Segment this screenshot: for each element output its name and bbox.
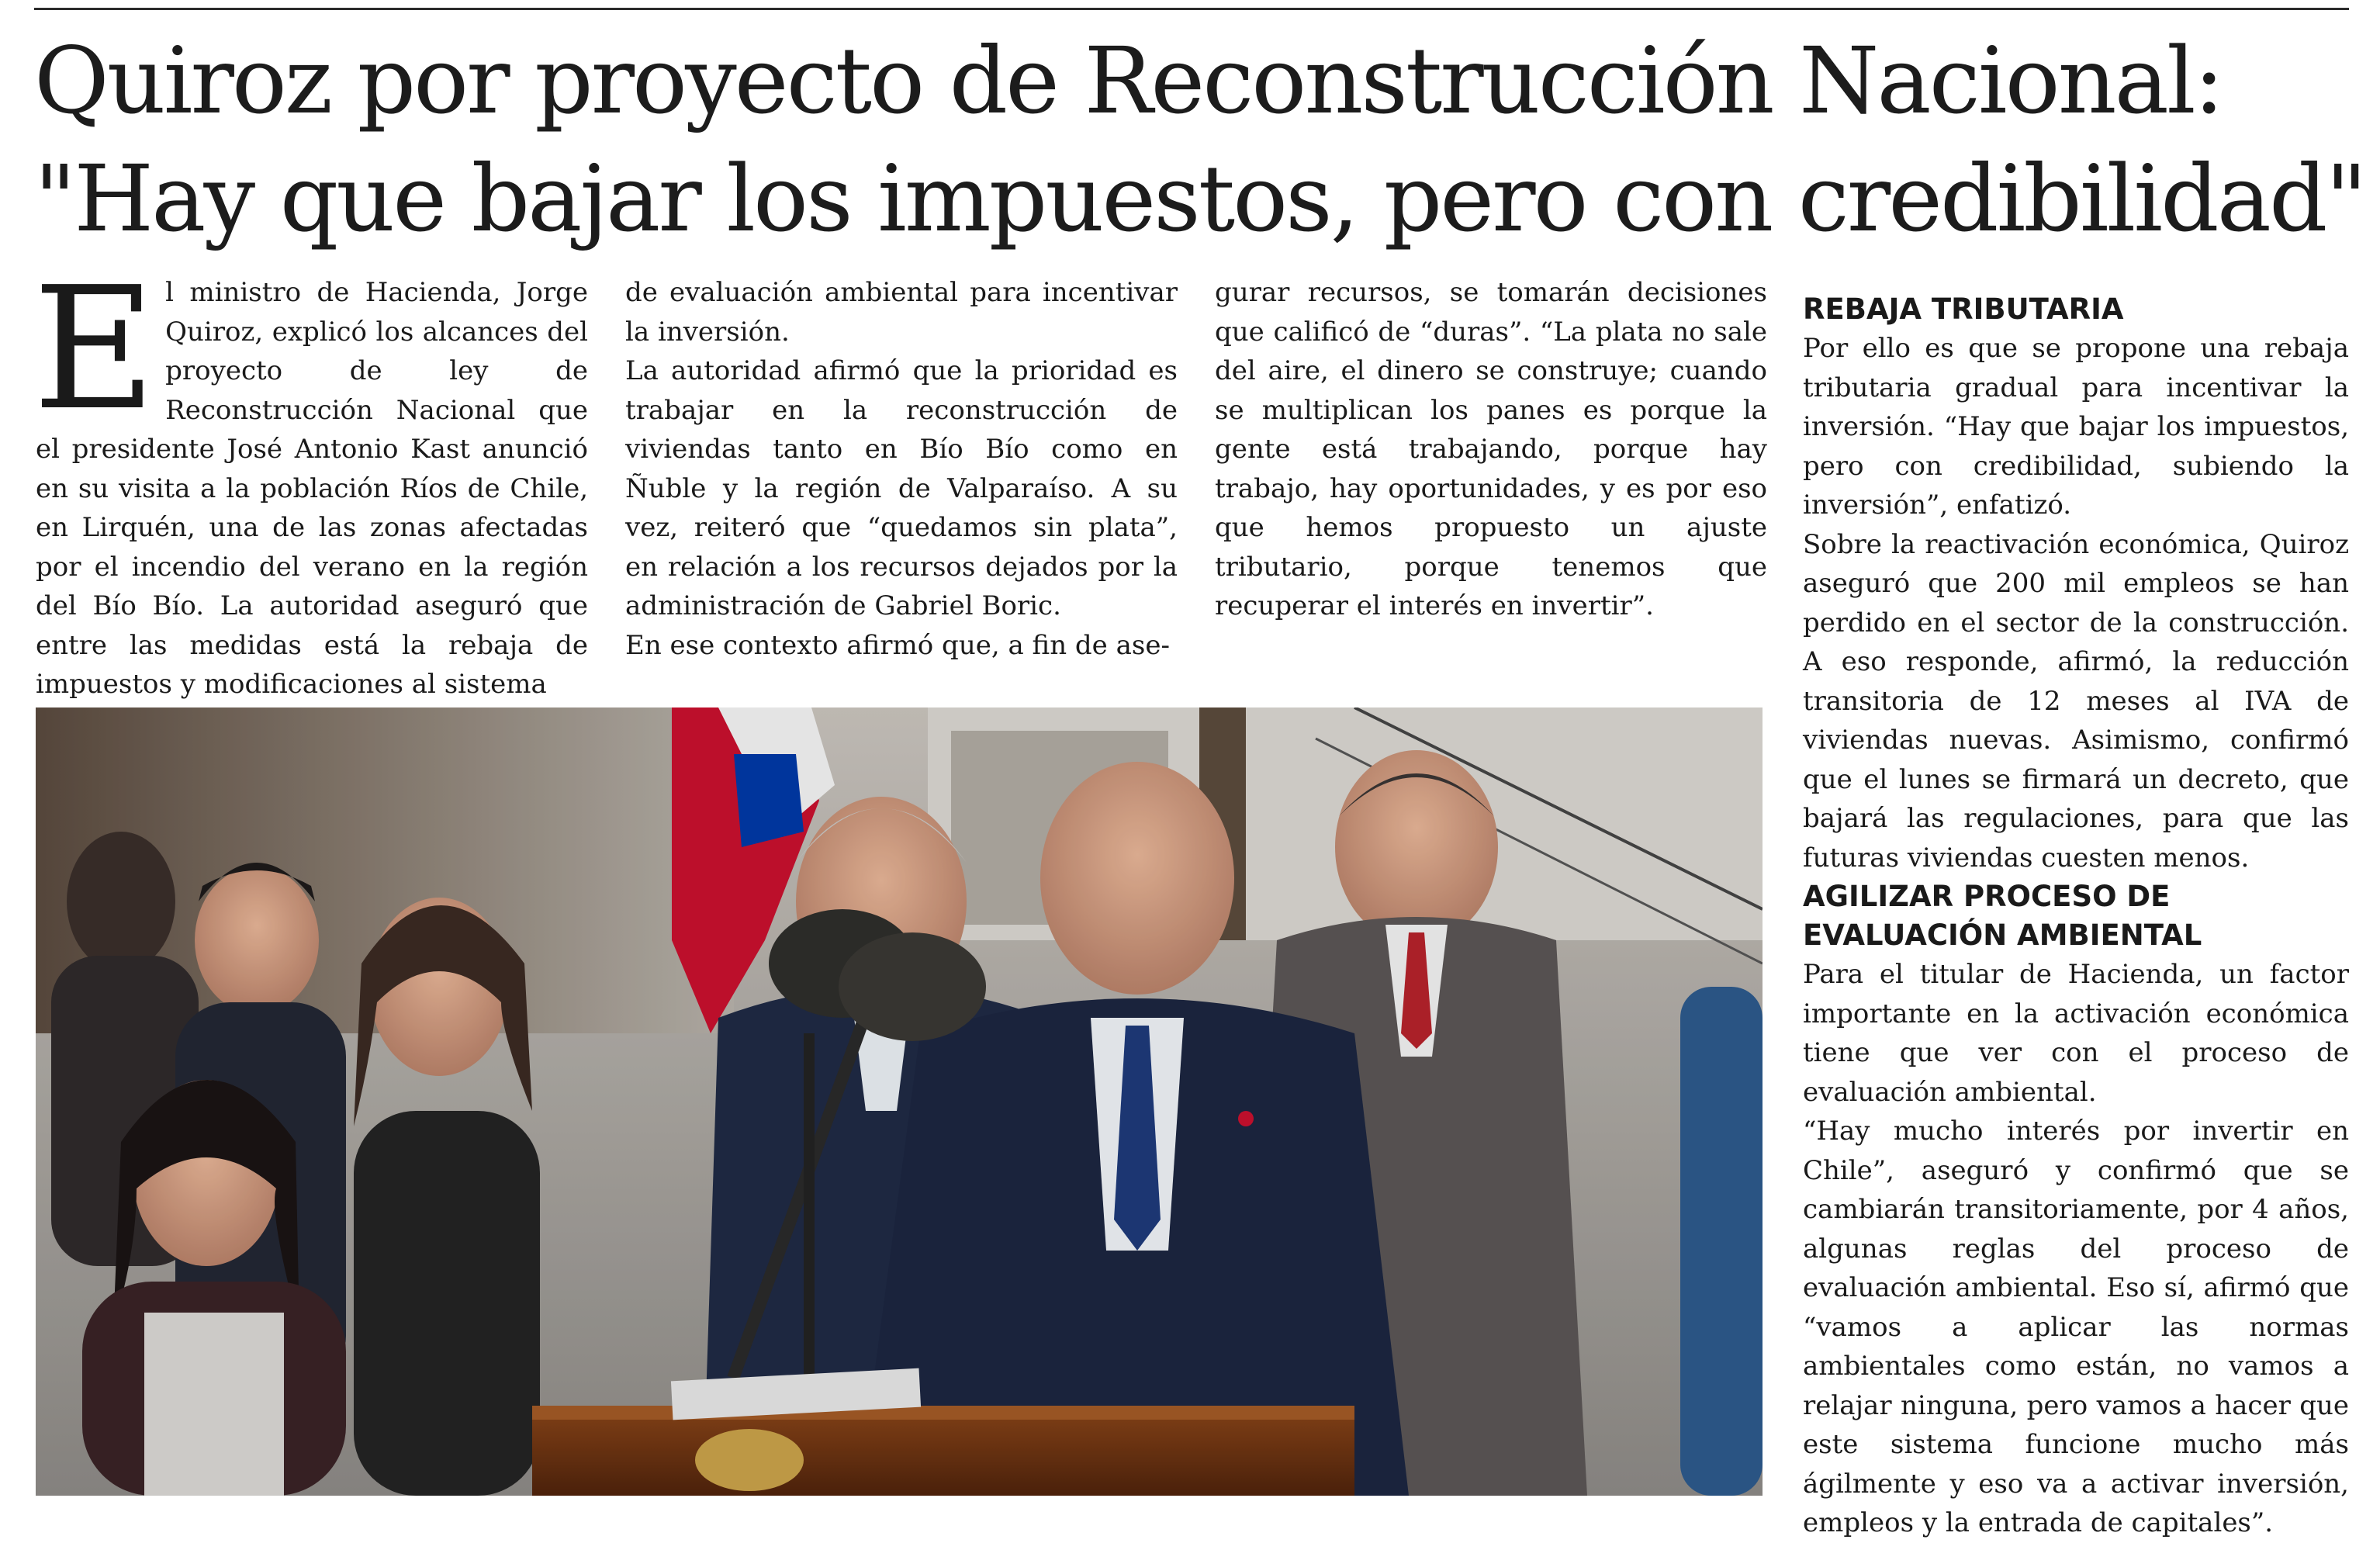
paragraph: En ese contexto afirmó que, a fin de ase- xyxy=(625,629,1170,661)
article-column-3 xyxy=(1215,273,1767,626)
subhead-rebaja-tributaria: REBAJA TRIBUTARIA xyxy=(1803,292,2124,326)
paragraph: “Hay mucho interés por invertir en Chile”, aseguró y confirmó que se cambiarán transitoriamente, por 4 años, algunas reglas del proceso de evaluación ambiental. Eso sí, afirmó que “vamos a aplicar las normas ambientales como están, no vamos a relajar ninguna, pero vamos a hacer que este sistema funcione mucho más ágilmente y eso va a activar inversión, empleos y la entrada de capitales”. xyxy=(1803,1116,2349,1538)
lead-text: l ministro de Hacienda, Jorge Quiroz, explicó los alcances del proyecto de ley de Reconstrucción Nacional que el presidente José Antonio Kast anunció en su visita a la población Ríos de Chile, en Lirquén, una de las zonas afectadas por el incendio del verano en la región del Bío Bío. La autoridad aseguró que entre las medidas está la rebaja de impuestos y modificaciones al sistema xyxy=(36,277,588,700)
paragraph: Por ello es que se propone una rebaja tributaria gradual para incentivar la inversión. “Hay que bajar los impuestos, pero con credibilidad, subiendo la inversión”, enfatizó. xyxy=(1803,333,2349,521)
article-column-1 xyxy=(33,251,588,704)
article-column-2 xyxy=(625,273,1178,665)
paragraph: Sobre la reactivación económica, Quiroz aseguró que 200 mil empleos se han perdido en el sector de la construcción. A eso responde, afirmó, la reducción transitoria de 12 meses al IVA de viviendas nuevas. Asimismo, confirmó que el lunes se firmará un decreto, que bajará las regulaciones, para que las futuras viviendas cuesten menos. xyxy=(1803,528,2349,874)
paragraph: Para el titular de Hacienda, un factor importante en la activación económica tiene que ver con el proceso de evaluación ambiental. xyxy=(1803,959,2349,1108)
paragraph: gurar recursos, se tomarán decisiones que calificó de “duras”. “La plata no sale del aire, el dinero se construye; cuando se multiplican los panes es porque la gente está trabajando, porque hay trabajo, hay oportunidades, y es por eso que hemos propuesto un ajuste tributario, porque tenemos que recuperar el interés en invertir”. xyxy=(1215,277,1767,621)
subhead-agilizar-proceso: AGILIZAR PROCESO DE EVALUACIÓN AMBIENTAL xyxy=(1803,880,2202,952)
press-conference-photo xyxy=(36,707,1763,1496)
article-sidebar-column xyxy=(1803,290,2349,1543)
headline-line-1: Quiroz por proyecto de Reconstrucción Nacional: xyxy=(34,27,2223,134)
top-rule xyxy=(34,8,2349,10)
paragraph: de evaluación ambiental para incentivar la inversión. xyxy=(625,277,1178,348)
drop-cap: E xyxy=(33,251,157,448)
headline xyxy=(34,22,2365,258)
paragraph: La autoridad afirmó que la prioridad es trabajar en la reconstrucción de viviendas tanto en Bío Bío como en Ñuble y la región de Valparaíso. A su vez, reiteró que “quedamos sin plata”, en relación a los recursos dejados por la administración de Gabriel Boric. xyxy=(625,355,1178,621)
headline-line-2: "Hay que bajar los impuestos, pero con credibilidad" xyxy=(34,145,2365,252)
photo-illustration xyxy=(36,707,1763,1496)
lead-paragraph xyxy=(33,251,588,704)
